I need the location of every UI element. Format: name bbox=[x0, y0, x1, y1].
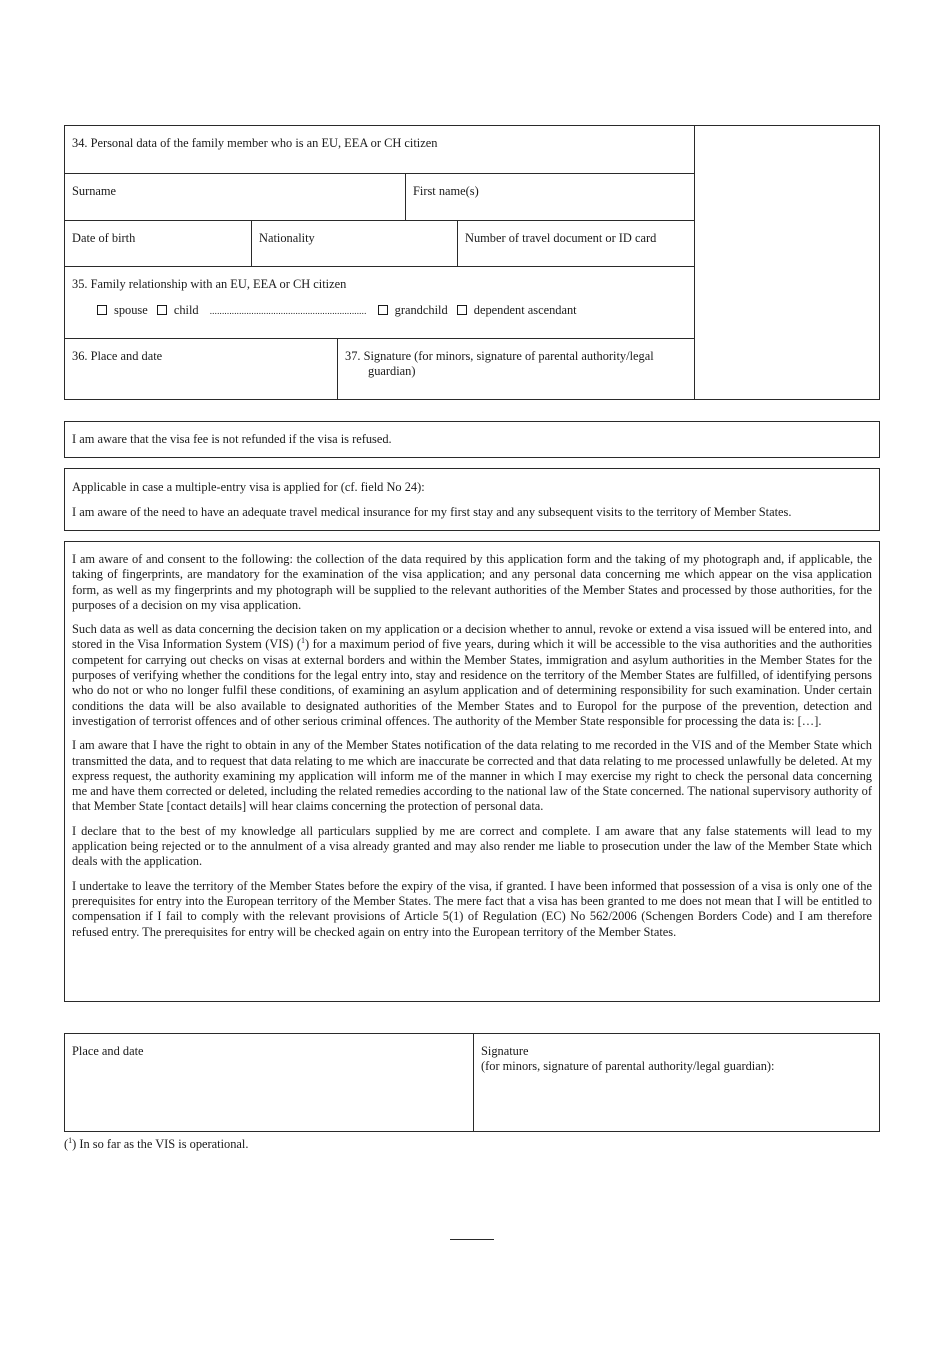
dependent-ascendant-checkbox[interactable] bbox=[457, 305, 467, 315]
fee-notice-box bbox=[64, 421, 880, 458]
spouse-checkbox[interactable] bbox=[97, 305, 107, 315]
end-of-page-rule bbox=[450, 1239, 494, 1240]
consent-paragraph-1: I am aware of and consent to the following: the collection of the data required by this application form and the taking of my photograph and, if applicable, the taking of fingerprints, are mandatory for the examination of the visa application; and any personal data concerning me which appear on the visa application form, as well as my fingerprints and my photograph will be supplied to the relevant authorities of the Member States and processed by those authorities, for the purposes of a decision on my visa application. bbox=[72, 552, 872, 612]
date-of-birth-field[interactable] bbox=[65, 221, 251, 266]
footnote-text: In so far as the VIS is operational. bbox=[76, 1137, 249, 1151]
travel-document-label: Number of travel document or ID card bbox=[465, 231, 657, 245]
footnote-reference: 1 bbox=[301, 636, 306, 646]
place-signature-row bbox=[65, 338, 695, 400]
surname-label: Surname bbox=[72, 184, 117, 198]
dependent-ascendant-label: dependent ascendant bbox=[473, 303, 577, 317]
grandchild-label: grandchild bbox=[394, 303, 448, 317]
consent-paragraph-3: I am aware that I have the right to obtain in any of the Member States notification of the data relating to me recorded in the VIS and of the Member State which transmitted the data, and to request that data relating to me which are inaccurate be corrected and that data relating to me processed unlawfully be deleted. At my express request, the authority examining my application will inform me of the manner in which I may exercise my right to check the personal data concerning me and have them corrected or deleted, including the related remedies according to the national law of the State concerned. The national supervisory authority of that Member State [contact details] will hear claims concerning the protection of personal data. bbox=[72, 738, 872, 814]
consent-paragraph-5: I undertake to leave the territory of the Member States before the expiry of the visa, if granted. I have been informed that possession of a visa is only one of the prerequisites for entry into the European territory of the Member States. The mere fact that a visa has been granted to me does not mean that I will be entitled to compensation if I fail to comply with the relevant provisions of Article 5(1) of Regulation (EC) No 562/2006 (Schengen Borders Code) and I am therefore refused entry. The prerequisites for entry will be checked again on entry into the European territory of the Member States. bbox=[72, 878, 872, 939]
signature-field[interactable] bbox=[337, 339, 695, 400]
relationship-options bbox=[97, 303, 577, 319]
multiple-entry-heading: Applicable in case a multiple-entry visa is applied for (cf. field No 24): bbox=[72, 480, 425, 494]
final-place-and-date-field[interactable] bbox=[65, 1034, 473, 1131]
consent-paragraph-2 bbox=[72, 622, 872, 729]
section-34-title-cell bbox=[65, 126, 695, 173]
fee-notice-text: I am aware that the visa fee is not refunded if the visa is refused. bbox=[72, 432, 392, 446]
identity-row bbox=[65, 220, 695, 266]
child-checkbox[interactable] bbox=[157, 305, 167, 315]
final-place-and-date-label: Place and date bbox=[72, 1044, 144, 1058]
section-37-label bbox=[345, 349, 654, 379]
section-36-label: 36. Place and date bbox=[72, 349, 163, 363]
final-signature-table bbox=[64, 1033, 880, 1132]
travel-document-field[interactable] bbox=[457, 221, 695, 266]
name-row bbox=[65, 173, 695, 220]
footnote-marker: 1 bbox=[68, 1135, 73, 1145]
footnote: ($^1$) In so far as the VIS is operational. bbox=[64, 1135, 249, 1151]
first-names-label: First name(s) bbox=[413, 184, 479, 198]
section-35-title: 35. Family relationship with an EU, EEA or CH citizen bbox=[72, 277, 347, 291]
personal-data-table bbox=[64, 125, 880, 400]
final-signature-field[interactable] bbox=[473, 1034, 879, 1131]
multiple-entry-box bbox=[64, 468, 880, 531]
section-34-title: 34. Personal data of the family member who is an EU, EEA or CH citizen bbox=[72, 136, 438, 150]
section-35-cell bbox=[65, 266, 695, 338]
consent-paragraph-4: I declare that to the best of my knowledge all particulars supplied by me are correct and complete. I am aware that any false statements will lead to my application being rejected or to the annulment of a visa already granted and may also render me liable to prosecution under the law of the Member State which deals with the application. bbox=[72, 823, 872, 869]
first-names-field[interactable] bbox=[405, 174, 695, 220]
section-37-label-line1: 37. Signature (for minors, signature of parental authority/legal bbox=[345, 349, 654, 363]
date-of-birth-label: Date of birth bbox=[72, 231, 136, 245]
grandchild-checkbox[interactable] bbox=[378, 305, 388, 315]
child-label: child bbox=[173, 303, 199, 317]
final-signature-label bbox=[481, 1044, 775, 1074]
surname-field[interactable] bbox=[65, 174, 405, 220]
child-detail-dots: ................................................................ bbox=[209, 306, 367, 316]
nationality-field[interactable] bbox=[251, 221, 457, 266]
consent-paragraph-2-start: Such data as well as data concerning the decision taken on my application or a decision whether to annul, revoke or extend a visa issued will be entered into, and stored in the Visa Information System (VIS) ( bbox=[72, 622, 872, 652]
spouse-label: spouse bbox=[114, 303, 148, 317]
place-and-date-field[interactable] bbox=[65, 339, 337, 400]
section-37-label-line2: guardian) bbox=[368, 364, 416, 378]
multiple-entry-text: I am aware of the need to have an adequate travel medical insurance for my first stay and any subsequent visits to the territory of Member States. bbox=[72, 505, 792, 519]
consent-paragraph-2-end: ) for a maximum period of five years, during which it will be accessible to the visa authorities and the authorities competent for carrying out checks on visas at external borders and within the Member States, immigration and asylum authorities in the Member States for the purposes of verifying whether the conditions for the legal entry into, stay and residence on the territory of the Member States are fulfilled, of identifying persons who do not or who no longer fulfil these conditions, of examining an asylum application and of determining responsibility for such examination. Under certain conditions the data will be also available to designated authorities of the Member States and to Europol for the purpose of the prevention, detection and investigation of terrorist offences and of other serious criminal offences. The authority of the Member State responsible for processing the data is: […]. bbox=[72, 637, 872, 728]
final-signature-note: (for minors, signature of parental authority/legal guardian): bbox=[481, 1059, 775, 1073]
consent-box bbox=[64, 541, 880, 1002]
final-signature-title: Signature bbox=[481, 1044, 529, 1058]
nationality-label: Nationality bbox=[259, 231, 315, 245]
